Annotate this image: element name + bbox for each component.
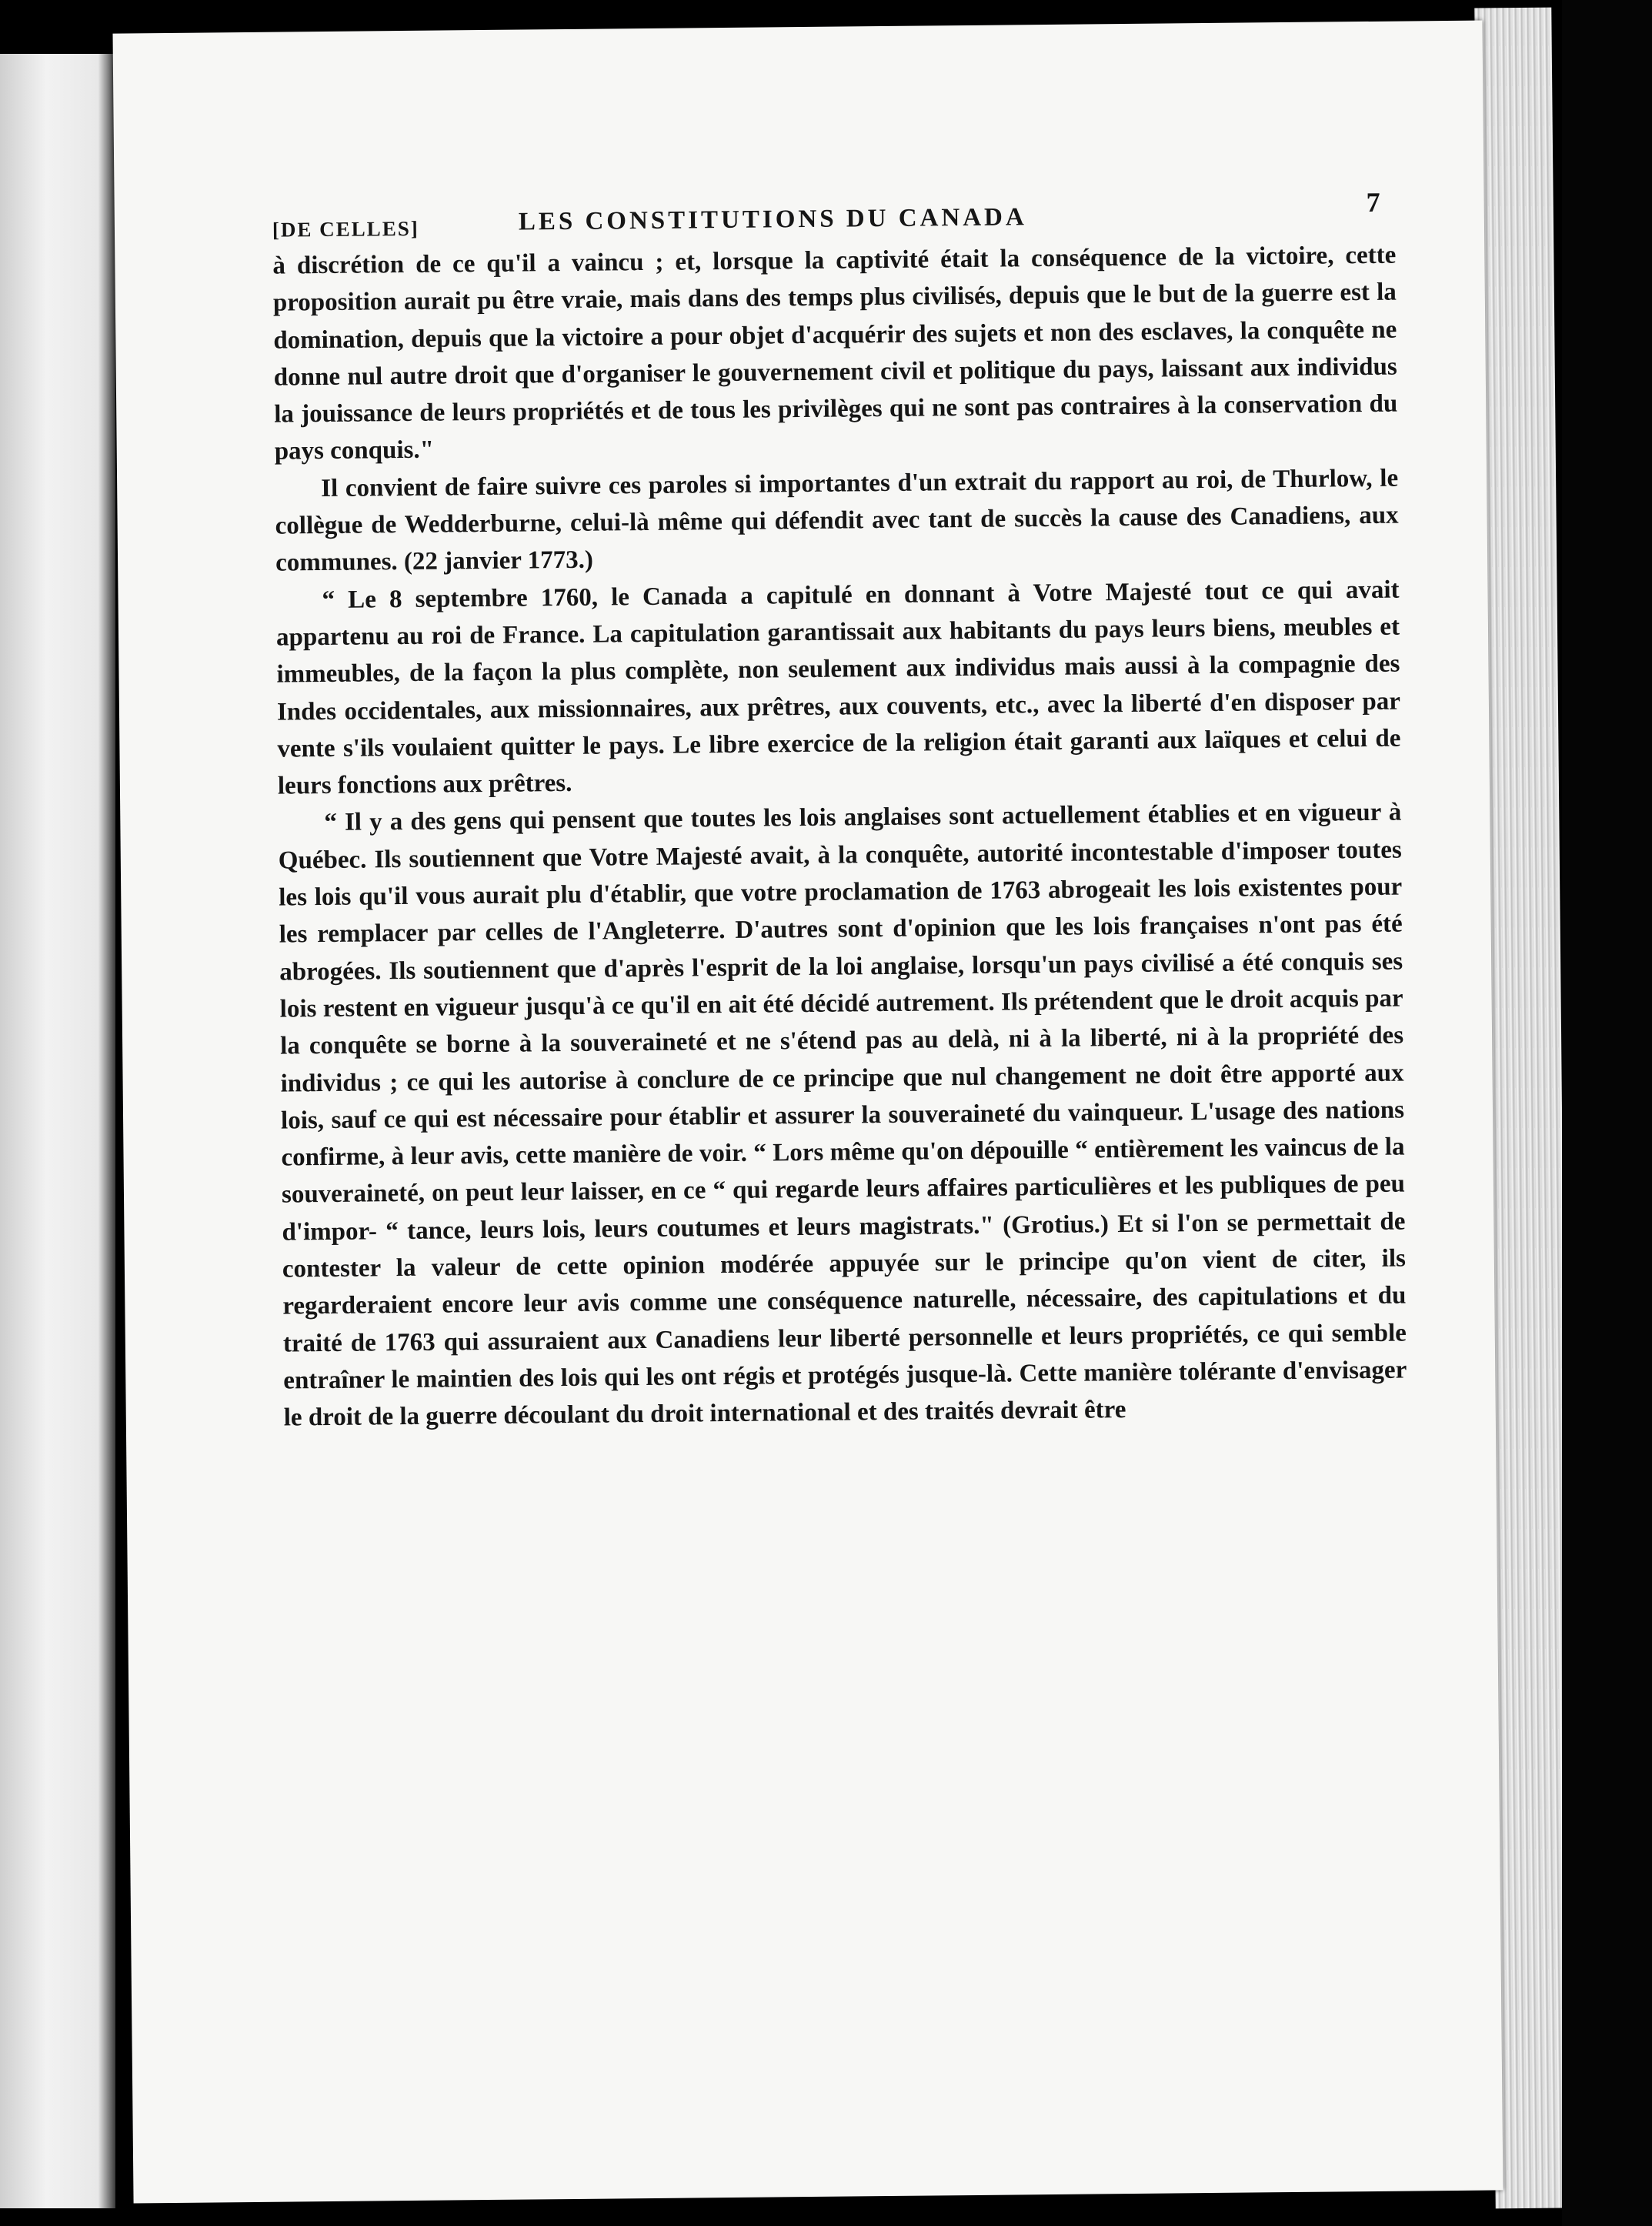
body-text bbox=[272, 237, 1407, 1437]
left-page-edge bbox=[0, 54, 115, 2208]
paragraph-continuation: à discrétion de ce qu'il a vaincu ; et, lorsque la captivité était la conséquence de la victoire, cette proposition aurait pu être vraie, mais dans des temps plus civilisés, depuis que le but de la guerre est la domination, depuis que la victoire a pour objet d'acquérir des sujets et non des esclaves, la conquête ne donne nul autre droit que d'organiser le gouvernement civil et politique du pays, laissant aux individus la jouissance de leurs propriétés et de tous les privilèges qui ne sont pas contraires à la conservation du pays conquis." bbox=[272, 241, 1398, 466]
page-number: 7 bbox=[1366, 186, 1380, 218]
running-head-author: [DE CELLES] bbox=[272, 216, 419, 242]
running-head-title: LES CONSTITUTIONS DU CANADA bbox=[518, 203, 1027, 236]
paragraph-capitulation: “ Le 8 septembre 1760, le Canada a capitulé en donnant à Votre Majesté tout ce qui avait appartenu au roi de France. La capitulation garantissait aux habitants du pays leurs biens, meubles et immeubles, de la façon la plus complète, non seulement aux individus mais aussi à la compagnie des Indes occidentales, aux missionnaires, aux prêtres, aux couvents, etc., avec la liberté d'en disposer par vente s'ils voulaient quitter le pays. Le libre exercice de la religion était garanti aux laïques et celui de leurs fonctions aux prêtres. bbox=[275, 576, 1401, 800]
right-shadow bbox=[1562, 0, 1652, 2226]
paragraph-thurlow-intro: Il convient de faire suivre ces paroles si importantes d'un extrait du rapport au roi, de Thurlow, le collègue de Wedderburne, celui-là même qui défendit avec tant de succès la cause des Canadiens, aux communes. (22 janvier 1773.) bbox=[275, 464, 1399, 577]
paragraph-english-laws: “ Il y a des gens qui pensent que toutes les lois anglaises sont actuellement établies et en vigueur à Québec. Ils soutiennent que Votre Majesté avait, à la conquête, autorité incontestable d'imposer toutes les lois qu'il vous aurait plu d'établir, que votre proclamation de 1763 abrogeait les lois existentes pour les remplacer par celles de l'Angleterre. D'autres sont d'opinion que les lois françaises n'ont pas été abrogées. Ils soutiennent que d'après l'esprit de la loi anglaise, lorsqu'un pays civilisé a été conquis ses lois restent en vigueur jusqu'à ce qu'il en ait été décidé autrement. Ils prétendent que le droit acquis par la conquête se borne à la souveraineté et ne s'étend pas au delà, ni à la liberté, ni à la propriété des individus ; ce qui les autorise à conclure de ce principe que nul changement ne doit être apporté aux lois, sauf ce qui est nécessaire pour établir et assurer la souveraineté du vainqueur. L'usage des nations confirme, à leur avis, cette manière de voir. “ Lors même qu'on dépouille “ entièrement les vaincus de la souveraineté, on peut leur laisser, en ce “ qui regarde leurs affaires particulières et les publiques de peu d'impor- “ tance, leurs lois, leurs coutumes et leurs magistrats." (Grotius.) Et si l'on se permettait de contester la valeur de cette opinion modérée appuyée sur le principe qu'on vient de citer, ils regarderaient encore leur avis comme une conséquence naturelle, nécessaire, des capitulations et du traité de 1763 qui assuraient aux Canadiens leur liberté personnelle et leurs propriétés, ce qui semble entraîner le maintien des lois qui les ont régis et protégés jusque-là. Cette manière tolérante d'envisager le droit de la guerre découlant du droit international et des traités devrait être bbox=[278, 799, 1407, 1432]
page-content bbox=[272, 186, 1407, 1437]
book-page bbox=[113, 21, 1503, 2204]
